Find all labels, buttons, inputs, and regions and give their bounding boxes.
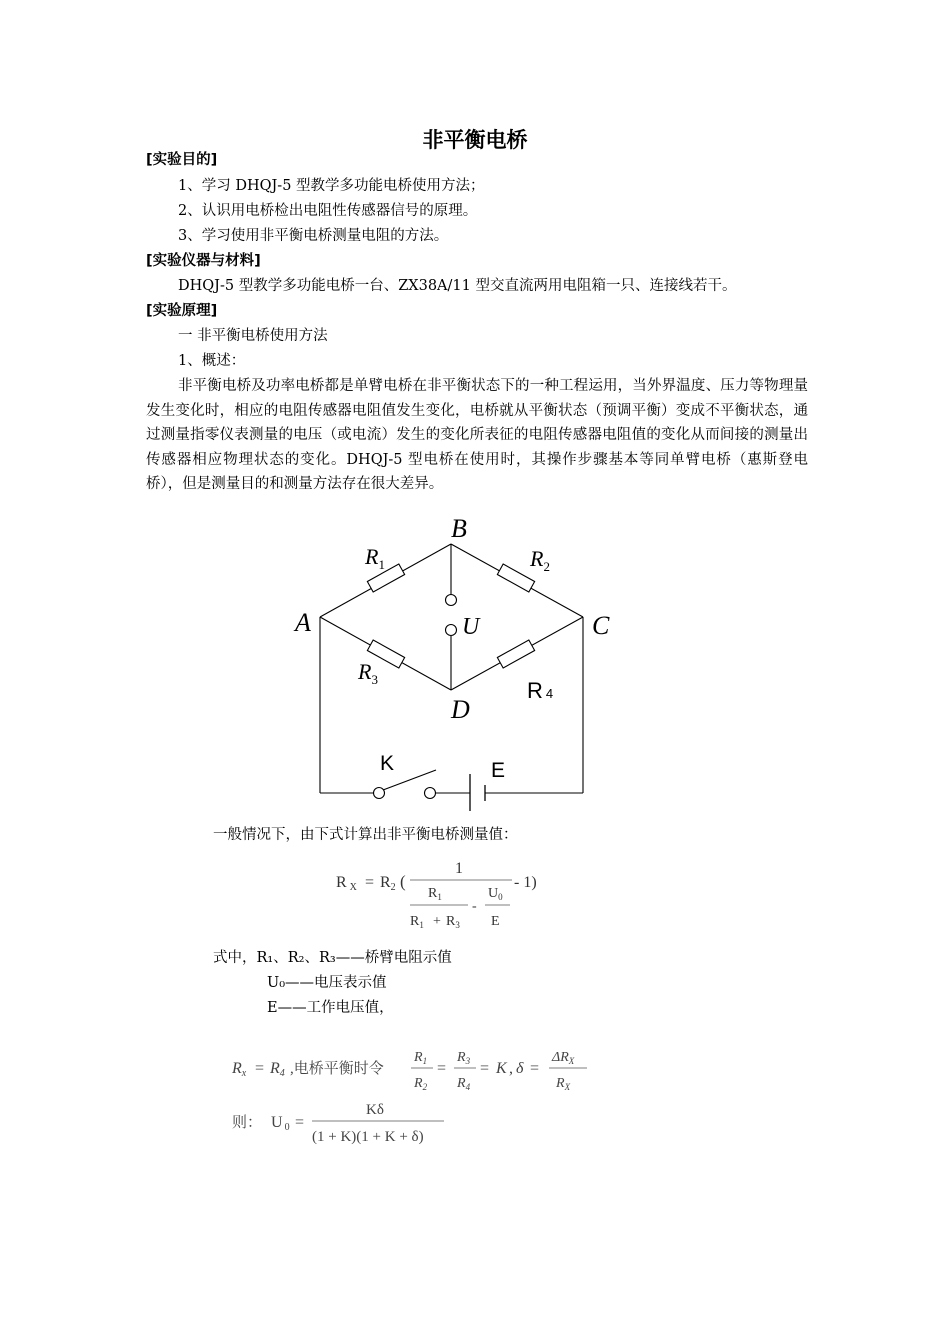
svg-text:+: +: [433, 914, 441, 929]
r4-label: R: [527, 678, 543, 703]
overview-label: 1、概述：: [178, 353, 246, 369]
svg-text:=: =: [255, 1060, 265, 1077]
section-heading-principle: [实验原理]: [146, 303, 218, 319]
r1-label: R: [365, 544, 379, 569]
node-label-d: D: [451, 695, 470, 724]
formula-intro: 一般情况下，由下式计算出非平衡电桥测量值：: [213, 827, 518, 843]
svg-text:R3: $R_3$: [446, 914, 460, 930]
svg-text:E: E: [491, 914, 500, 929]
svg-text:=: =: [480, 1060, 490, 1077]
svg-text:1: 1: [455, 860, 463, 877]
svg-text:Kδ: Kδ: [366, 1102, 384, 1118]
node-label-a: A: [295, 608, 311, 637]
purpose-item-3: 3、学习使用非平衡电桥测量电阻的方法。: [178, 228, 449, 244]
svg-text:(: (: [400, 872, 406, 891]
meter-label: U: [462, 614, 480, 640]
svg-text:,: ,: [509, 1060, 513, 1077]
r3-label: R: [358, 659, 372, 684]
svg-text:K: K: [496, 1060, 507, 1077]
svg-text:RX: R X: [336, 874, 357, 893]
svg-text:则：: 则：: [232, 1115, 263, 1131]
svg-text:U0: $U_0$: [488, 886, 503, 902]
svg-text:R1: $R_1$: [428, 886, 442, 902]
where-line-2: U₀——电压表示值: [267, 975, 387, 991]
svg-text:Rx: Rx: [232, 1060, 247, 1079]
section-heading-purpose: [实验目的]: [146, 152, 218, 168]
svg-text:R2: R2: [380, 874, 396, 893]
svg-text:R3: $R_3$: [457, 1050, 471, 1066]
svg-text:- 1): - 1): [514, 874, 537, 891]
svg-text:(1 + K)(1 + K + δ): (1 + K)(1 + K + δ): [312, 1129, 424, 1145]
svg-text:,电桥平衡时令: ,电桥平衡时令: [290, 1061, 384, 1077]
svg-text:R1: $R_1$: [414, 1050, 428, 1066]
purpose-item-1: 1、学习 DHQJ-5 型教学多功能电桥使用方法；: [178, 178, 485, 194]
svg-text:RX: $R_X$: [556, 1076, 571, 1092]
where-line-1: 式中，R₁、R₂、R₃——桥臂电阻示值: [213, 950, 452, 966]
r3-label-sub: 3: [371, 672, 378, 687]
svg-text:ΔRX: $\Delta R_X$: [552, 1050, 575, 1066]
equipment-text: DHQJ-5 型教学多功能电桥一台、ZX38A/11 型交直流两用电阻箱一只、连接线若干。: [178, 278, 737, 294]
svg-text:=: =: [530, 1060, 540, 1077]
r2-label: R: [530, 546, 544, 571]
purpose-item-2: 2、认识用电桥检出电阻性传感器信号的原理。: [178, 203, 478, 219]
where-line-3: E——工作电压值，: [267, 1000, 394, 1016]
svg-text:=: =: [365, 874, 375, 891]
switch-label: K: [380, 752, 395, 775]
svg-text:R4: $R_4$: [457, 1076, 471, 1092]
svg-text:R4: R4: [270, 1060, 285, 1079]
r2-label-sub: 2: [543, 559, 550, 574]
principle-subheading: 一 非平衡电桥使用方法: [178, 328, 328, 344]
section-heading-equipment: [实验仪器与材料]: [146, 253, 261, 269]
page-title: 非平衡电桥: [422, 128, 528, 152]
source-label: E: [491, 759, 506, 782]
svg-text:-: -: [472, 899, 477, 914]
svg-text:R2: $R_2$: [414, 1076, 428, 1092]
svg-text:δ: δ: [516, 1060, 524, 1077]
svg-text:=: =: [437, 1060, 447, 1077]
r4-label-sub: 4: [545, 686, 554, 701]
node-label-b: B: [451, 514, 467, 543]
overview-paragraph: 非平衡电桥及功率电桥都是单臂电桥在非平衡状态下的一种工程运用，当外界温度、压力等物理量发生变化时，相应的电阻传感器电阻值发生变化，电桥就从平衡状态（预调平衡）变成不平衡状态，通过测量指零仪表测量的电压（或电流）发生的变化所表征的电阻传感器电阻值的变化从而间接的测量出传感器相应物理状态的变化。DHQJ-5 型电桥在使用时，其操作步骤基本等同单臂电桥（惠斯登电桥），但是测量目的和测量方法存在很大差异。: [146, 378, 808, 493]
r1-label-sub: 1: [378, 557, 385, 572]
svg-text:=: =: [295, 1114, 305, 1131]
node-label-c: C: [592, 611, 610, 640]
svg-text:R1: $R_1$: [410, 914, 424, 930]
svg-text:U0: U 0: [271, 1114, 290, 1133]
